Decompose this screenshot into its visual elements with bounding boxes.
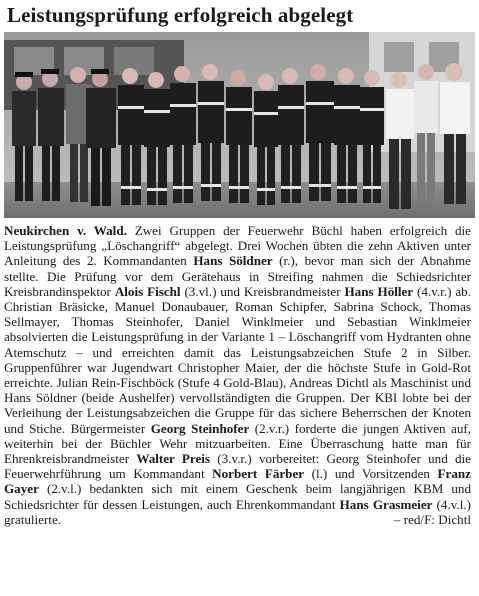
- headline: Leistungsprüfung erfolgreich abgelegt: [7, 3, 354, 27]
- group-photo-illustration: [4, 32, 475, 218]
- article-text: (r.), bevor man sich der Abnahme stellte. Die Prüfung vor dem Gerätehaus in Streifing nahmen die Schiedsrichter Kreisbrandinspektor: [4, 253, 471, 299]
- article-text: (3.v.r.) vorbereitet: Georg Steinhofer und die Feuerwehrführung um Kommandant: [4, 451, 471, 482]
- article-name: Hans Grasmeier: [339, 496, 433, 512]
- article-text: (4.v.l.) gratulierte.: [4, 496, 471, 527]
- article-name: Walter Preis: [136, 451, 211, 467]
- article-name: Franz Gayer: [4, 466, 471, 497]
- article-text: (2.v.l.) bedankten sich mit einem Geschenk beim langjährigen KBM und Schiedsrichter für dessen Leistungen, auch Ehrenkommandant: [4, 481, 471, 512]
- article-text: (3.vl.) und Kreisbrandmeister: [180, 283, 345, 299]
- article-text: (l.) und Vorsitzenden: [304, 466, 438, 482]
- article-name: Norbert Färber: [212, 466, 305, 482]
- article-name: Hans Söldner: [193, 253, 273, 269]
- article-text: (4.v.r.) ab. Christian Bräsicke, Manuel Donaubauer, Roman Schipfer, Sabrina Schock, Thomas Sellmayer, Thomas Steinhofer, Daniel Winklmeier und Sebastian Winklmeier absolvierten die Leistungsprüfung in der Variante 1 – Löschangriff vom Hydranten ohne Atemschutz – und erreichten damit das Leistungsabzeichen Stufe 2 in Silber. Gruppenführer war Jugendwart Christopher Maier, der die höchste Stufe in Gold-Rot erreichte. Julian Rein-Fischböck (Stufe 4 Gold-Blau), Andreas Dichtl als Maschinist und Hans Söldner (beide Aushelfer) vervollständigten die Gruppen. Der KBI lobte bei der Verleihung der Leistungsabzeichen die Gruppe für das sichere Beherrschen der Knoten und Stiche. Bürgermeister: [4, 283, 471, 436]
- article-name: Hans Höller: [344, 283, 414, 299]
- article-text: (2.v.r.) forderte die jungen Aktiven auf, weiterhin bei der Büchler Wehr mitzuarbeiten. Eine Überraschung hatte man für Ehrenkreisbrandmeister: [4, 420, 471, 467]
- group-photo: [4, 32, 475, 218]
- article-body: [4, 223, 471, 527]
- article-name: Neukirchen v. Wald.: [4, 223, 127, 238]
- photo-credit: – red/F: Dichtl: [393, 511, 471, 527]
- article-name: Alois Fischl: [114, 283, 181, 299]
- article-name: Georg Steinhofer: [150, 420, 250, 436]
- article-text: Zwei Gruppen der Feuerwehr Büchl haben erfolgreich die Leistungsprüfung „Löschangriff“ abgelegt. Drei Wochen übten die zehn Aktiven unter Anleitung des 2. Kommandanten: [4, 223, 471, 269]
